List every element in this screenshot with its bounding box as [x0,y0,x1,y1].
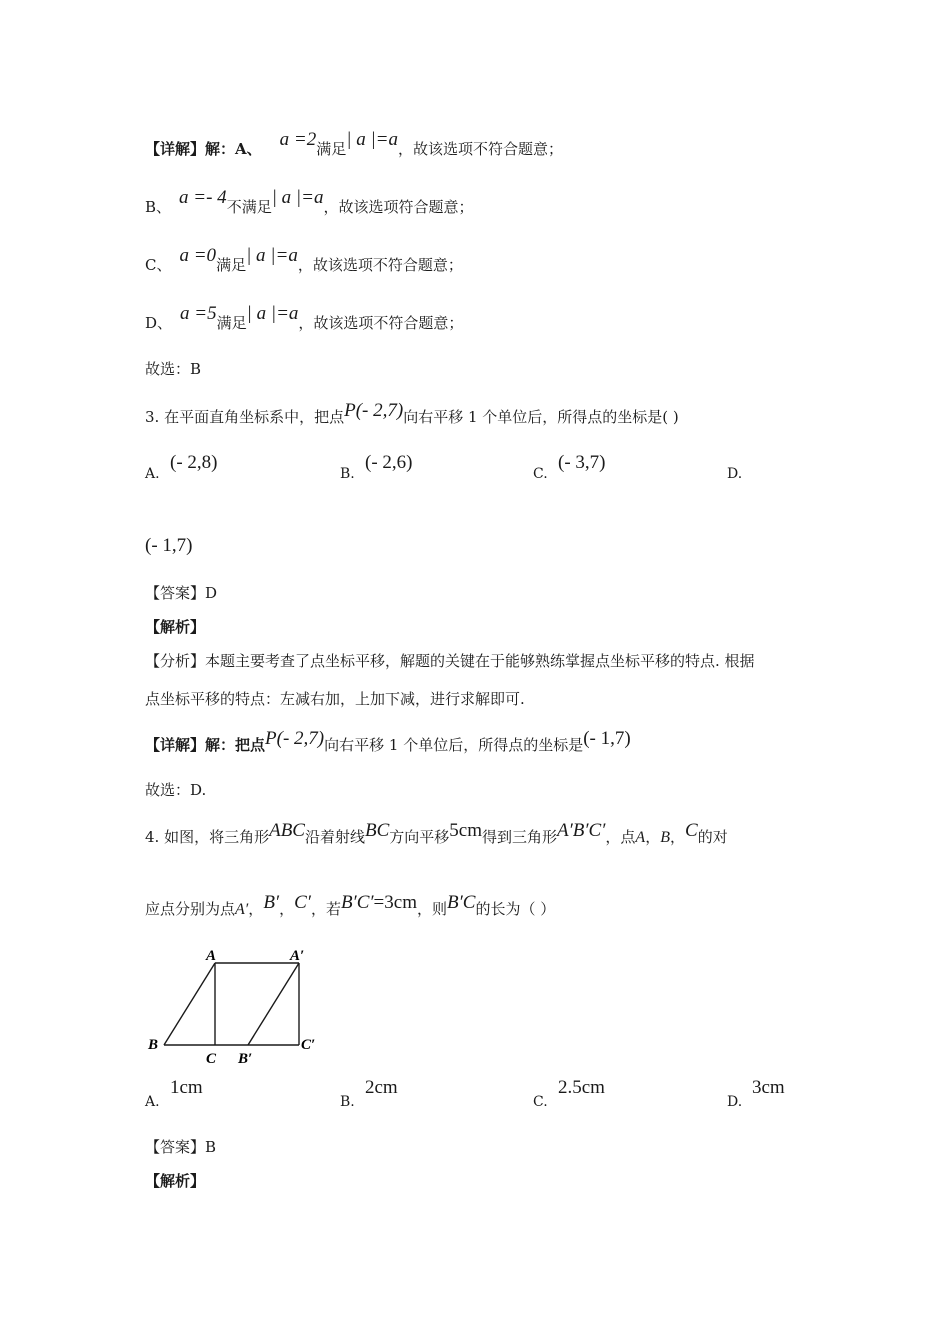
q4-option-a-value: 1cm [170,1077,203,1098]
figure-label-b-prime: B′ [238,1051,253,1067]
q4-analysis-title: 【解析】 [145,1172,206,1190]
q4-option-d-label[interactable]: D. [727,1094,743,1110]
point-c-prime: C′ [294,892,311,913]
detail-line-b [145,187,474,218]
stem-text: ，则 [416,900,447,918]
point-a: A [635,829,646,846]
option-prefix: B、 [145,198,172,216]
segment-a-prime-b-prime [248,963,299,1045]
detail-prefix: 【详解】解：A、 [145,140,262,158]
stem-text: 4. 如图，将三角形 [145,828,270,846]
segment-a-b [164,963,215,1045]
figure-label-a: A [206,948,217,964]
choice-line: 故选：B [145,360,202,378]
q4-option-c-value: 2.5cm [558,1077,605,1098]
q3-option-a-label[interactable]: A. [145,466,160,482]
q4-option-a-label[interactable]: A. [145,1094,160,1110]
point-b-prime: B′ [263,892,280,913]
q3-analysis-line1: 【分析】本题主要考查了点坐标平移，解题的关键在于能够熟练掌握点坐标平移的特点. 根据 [145,652,755,670]
text: 向右平移 1 个单位后，所得点的坐标是 [324,736,584,754]
question-4-line1 [145,820,728,849]
q3-option-c-label[interactable]: C. [533,466,548,482]
figure-label-c-prime: C′ [301,1037,316,1053]
q3-option-a-value: (- 2,8) [170,452,218,473]
text: ，故该选项不符合题意； [297,256,463,274]
q3-analysis-title: 【解析】 [145,618,206,636]
q3-option-b-label[interactable]: B. [340,466,355,482]
separator: ， [248,900,264,918]
stem-text: 得到三角形 [482,828,558,846]
triangle-abc-prime: A′B′C′ [557,820,606,841]
text: 满足 [216,314,247,332]
stem-text: 沿着射线 [304,828,365,846]
equation: a =0 [179,245,217,266]
q3-option-b-value: (- 2,6) [365,452,413,473]
detail-line-c [145,245,463,276]
q4-option-b-label[interactable]: B. [340,1094,355,1110]
length-value: =3cm [373,892,417,913]
triangle-abc: ABC [269,820,305,841]
stem-text: 方向平移 [389,828,450,846]
question-3-stem [145,400,679,428]
segment-b-prime-c: B′C [447,892,476,913]
separator: ， [645,828,661,846]
text: 满足 [316,140,347,158]
detail-line-a [145,129,564,160]
detail-prefix: 【详解】解：把点 [145,736,266,754]
stem-text: 3. 在平面直角坐标系中，把点 [145,408,345,426]
ray-bc: BC [365,820,390,841]
question-4-line2 [145,892,556,921]
result-point: (- 1,7) [583,728,631,749]
stem-text: 应点分别为点 [145,900,236,918]
stem-text: ，若 [310,900,341,918]
point-p: P(- 2,7) [265,728,325,749]
separator: ， [279,900,295,918]
q3-analysis-line2: 点坐标平移的特点：左减右加，上加下减，进行求解即可. [145,690,525,708]
absolute-value: | a |=a [271,187,324,208]
equation: a =- 4 [179,187,227,208]
q3-detail [145,728,631,756]
q3-option-c-value: (- 3,7) [558,452,606,473]
q4-option-d-value: 3cm [752,1077,785,1098]
absolute-value: | a |=a [346,129,399,150]
absolute-value: | a |=a [246,303,299,324]
q3-option-d-label[interactable]: D. [727,466,743,482]
stem-text: 向右平移 1 个单位后，所得点的坐标是( ) [403,408,679,426]
point-c: C [685,820,698,841]
figure-label-b: B [148,1037,159,1053]
segment-b-prime-c-prime: B′C′ [340,892,374,913]
option-prefix: D、 [145,314,173,332]
q4-answer: 【答案】B [145,1138,217,1156]
separator: ， [669,828,685,846]
text: ，故该选项不符合题意； [298,314,464,332]
stem-text: 的对 [697,828,728,846]
text: 不满足 [226,198,272,216]
text: ，故该选项不符合题意； [398,140,564,158]
equation: a =5 [180,303,217,324]
figure-label-a-prime: A′ [290,948,305,964]
text: 满足 [216,256,247,274]
option-prefix: C、 [145,256,172,274]
figure-label-c: C [206,1051,217,1067]
translation-figure [140,940,340,1070]
equation: a =2 [279,129,317,150]
q3-answer: 【答案】D [145,584,218,602]
distance: 5cm [449,820,483,841]
stem-text: ，点 [605,828,636,846]
point-b: B [660,829,670,846]
q3-option-d-value: (- 1,7) [145,535,193,556]
detail-line-d [145,303,464,334]
text: ，故该选项符合题意； [323,198,474,216]
q4-option-b-value: 2cm [365,1077,398,1098]
q3-choice: 故选：D. [145,781,207,799]
stem-text: 的长为（ ） [475,900,556,918]
point-p: P(- 2,7) [344,400,404,421]
q4-option-c-label[interactable]: C. [533,1094,548,1110]
absolute-value: | a |=a [246,245,298,266]
point-a-prime: A′ [235,901,249,918]
